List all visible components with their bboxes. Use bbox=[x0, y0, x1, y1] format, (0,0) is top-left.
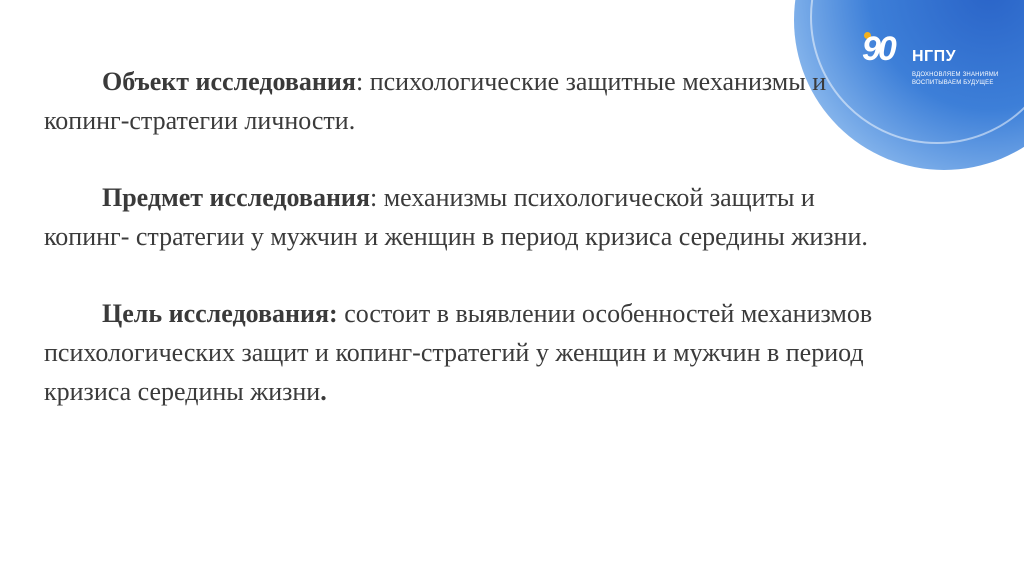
goal-text: состоит в выявлении особенностей механизмов психологических защит и копинг-стратегий у женщин и мужчин в период кризиса середины жизни bbox=[44, 299, 873, 406]
subject-term: Предмет исследования bbox=[102, 183, 370, 212]
logo-name: НГПУ bbox=[912, 48, 957, 65]
university-logo bbox=[862, 30, 1012, 100]
goal-term: Цель исследования: bbox=[102, 299, 338, 328]
object-term: Объект исследования bbox=[102, 67, 356, 96]
subject-separator: : bbox=[369, 183, 384, 212]
goal-paragraph bbox=[44, 294, 874, 411]
object-paragraph bbox=[44, 62, 874, 140]
subject-text: механизмы психологической защиты и копинг- стратегии у мужчин и женщин в период кризиса середины жизни. bbox=[44, 183, 868, 251]
slide-content bbox=[44, 62, 874, 411]
object-text: психологические защитные механизмы и копинг-стратегии личности. bbox=[44, 67, 827, 135]
logo-tagline-2: ВОСПИТЫВАЕМ БУДУЩЕЕ bbox=[912, 80, 994, 86]
logo-number: 90 bbox=[862, 30, 894, 68]
goal-end: . bbox=[320, 377, 327, 406]
logo-tagline-1: ВДОХНОВЛЯЕМ ЗНАНИЯМИ bbox=[912, 72, 999, 78]
subject-paragraph bbox=[44, 178, 874, 256]
object-separator: : bbox=[355, 67, 370, 96]
